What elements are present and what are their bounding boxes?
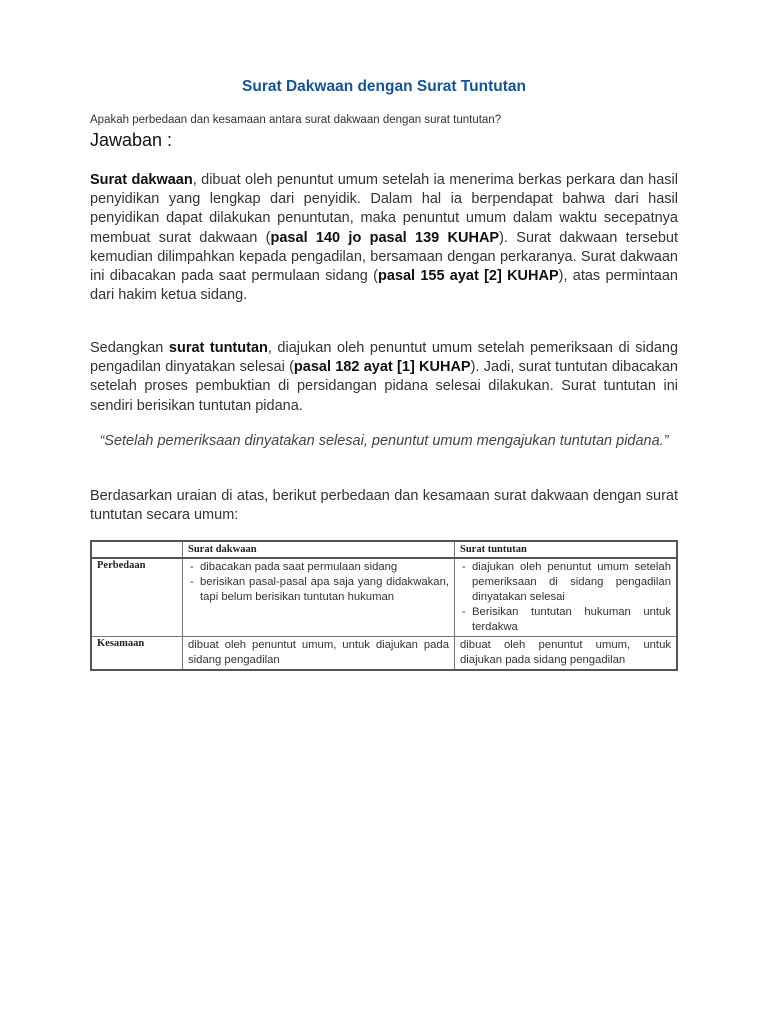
row-label-kesamaan: Kesamaan xyxy=(91,637,183,671)
legal-ref-pasal-182: pasal 182 ayat [1] KUHAP xyxy=(293,359,471,376)
list-item: - berisikan pasal-pasal apa saja yang didakwakan, tapi belum berisikan tuntutan hukuman xyxy=(188,575,449,605)
table-header-row xyxy=(91,541,677,558)
comparison-table xyxy=(90,540,678,671)
cell-kesamaan-dakwaan: dibuat oleh penuntut umum, untuk diajukan pada sidang pengadilan xyxy=(183,637,455,671)
answer-heading: Jawaban : xyxy=(90,130,173,150)
question-text: Apakah perbedaan dan kesamaan antara surat dakwaan dengan surat tuntutan? xyxy=(90,114,502,126)
table-row-perbedaan xyxy=(91,558,677,637)
table-row-kesamaan xyxy=(91,637,677,671)
legal-ref-pasal-140: pasal 140 jo pasal 139 KUHAP xyxy=(270,229,500,246)
cell-kesamaan-tuntutan: dibuat oleh penuntut umum, untuk diajukan pada sidang pengadilan xyxy=(455,637,678,671)
table-header-empty xyxy=(91,541,183,558)
paragraph-intro-table: Berdasarkan uraian di atas, berikut perbedaan dan kesamaan surat dakwaan dengan surat tuntutan secara umum: xyxy=(90,488,678,524)
table-header-tuntutan: Surat tuntutan xyxy=(455,541,678,558)
term-surat-tuntutan: surat tuntutan xyxy=(168,340,268,356)
term-surat-dakwaan: Surat dakwaan xyxy=(90,172,193,188)
cell-perbedaan-dakwaan xyxy=(183,558,455,637)
paragraph-surat-tuntutan: Sedangkan surat tuntutan, diajukan oleh penuntut umum setelah pemeriksaan di sidang pengadilan dinyatakan selesai (pasal 182 ayat [1] KUHAP). Jadi, surat tuntutan dibacakan setelah proses pembuktian di persidangan pidana selesai dilakukan. Surat tuntutan ini sendiri berisikan tuntutan pidana. xyxy=(90,340,679,414)
table-header-dakwaan: Surat dakwaan xyxy=(183,541,455,558)
list-perbedaan-tuntutan xyxy=(460,560,671,635)
paragraph-surat-dakwaan: Surat dakwaan, dibuat oleh penuntut umum setelah ia menerima berkas perkara dan hasil penyidikan yang lengkap dari penyidik. Dalam hal ia berpendapat bahwa dari hasil penyidikan dapat dilakukan penuntutan, maka penuntut umum dalam waktu secepatnya membuat surat dakwaan (pasal 140 jo pasal 139 KUHAP). Surat dakwaan tersebut kemudian dilimpahkan kepada pengadilan, bersamaan dengan perkaranya. Surat dakwaan ini dibacakan pada saat permulaan sidang (pasal 155 ayat [2] KUHAP), atas permintaan dari hakim ketua sidang. xyxy=(90,172,678,304)
list-item: - Berisikan tuntutan hukuman untuk terdakwa xyxy=(460,605,671,635)
list-perbedaan-dakwaan xyxy=(188,560,449,605)
quote: “Setelah pemeriksaan dinyatakan selesai, penuntut umum mengajukan tuntutan pidana.” xyxy=(99,433,669,449)
row-label-perbedaan: Perbedaan xyxy=(91,558,183,637)
list-item: - diajukan oleh penuntut umum setelah pemeriksaan di sidang pengadilan dinyatakan selesai xyxy=(460,560,671,605)
page-title: Surat Dakwaan dengan Surat Tuntutan xyxy=(242,78,526,95)
legal-ref-pasal-155: pasal 155 ayat [2] KUHAP xyxy=(377,268,559,285)
cell-perbedaan-tuntutan xyxy=(455,558,678,637)
list-item: - dibacakan pada saat permulaan sidang xyxy=(188,560,449,575)
